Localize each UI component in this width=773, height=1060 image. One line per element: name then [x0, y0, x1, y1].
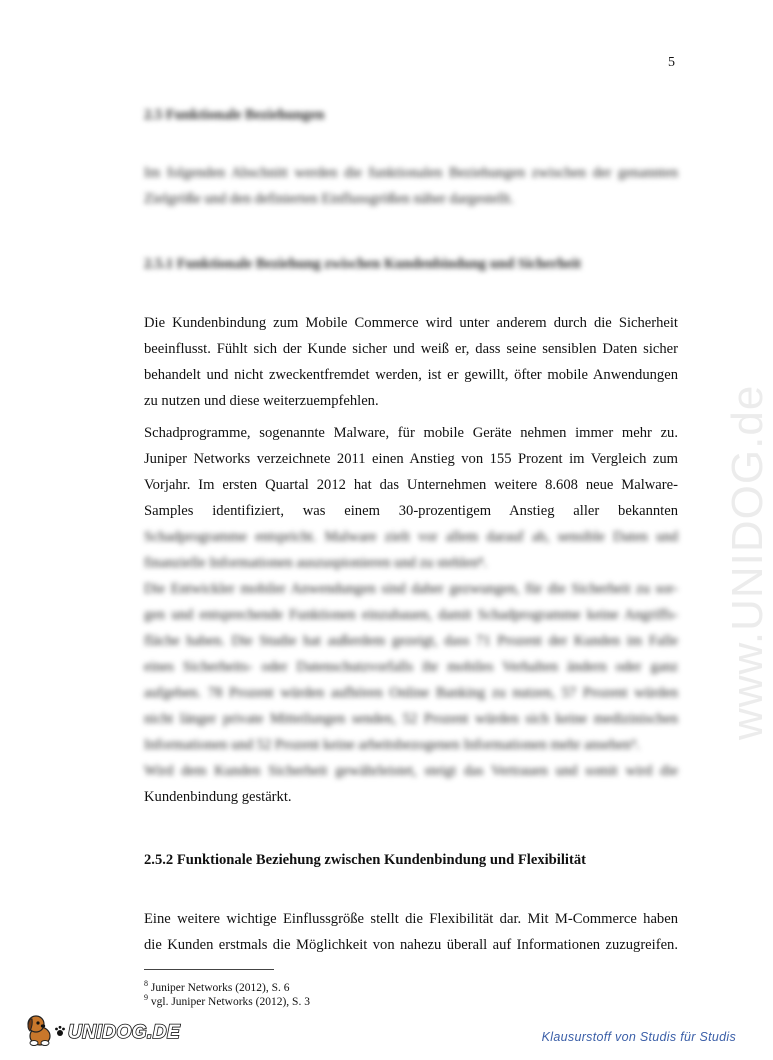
footnote-mark: 9	[144, 993, 148, 1002]
dog-icon	[24, 1013, 54, 1052]
footnote-9	[144, 991, 310, 1009]
blurred-text-line: gen und entsprechende Funktionen einzubauen, damit Schadprogramme keine Angriffs-	[144, 607, 678, 623]
blurred-text-line: Schadprogramme entspricht. Malware zielt vor allem darauf ab, sensible Daten und	[144, 529, 678, 545]
section-heading: 2.5 Funktionale Beziehungen	[144, 107, 325, 123]
blurred-text-line: eines Sicherheits- oder Datenschutzvorfalls ihr mobiles Verhalten ändern oder ganz	[144, 659, 678, 675]
paragraph-malware	[144, 420, 678, 576]
text-line: Vorjahr. Im ersten Quartal 2012 hat das Unternehmen weitere 8.608 neue Malware-	[144, 477, 678, 493]
text-line: Eine weitere wichtige Einflussgröße stellt die Flexibilität dar. Mit M-Commerce haben	[144, 911, 678, 927]
subsection-heading-flexibility: 2.5.2 Funktionale Beziehung zwischen Kundenbindung und Flexibilität	[144, 852, 586, 868]
intro-paragraph	[144, 160, 678, 212]
text-line: behandelt und nicht zweckentfremdet werden, ist er gewillt, öfter mobile Anwendungen	[144, 367, 678, 383]
blurred-text-line: fläche haben. Die Studie hat außerdem gezeigt, dass 71 Prozent der Kunden im Falle	[144, 633, 678, 649]
text-line: Samples identifiziert, was einem 30-prozentigem Anstieg aller bekannten	[144, 503, 678, 519]
text-line: beeinflusst. Fühlt sich der Kunde sicher und weiß er, dass seine sensiblen Daten sicher	[144, 341, 678, 357]
blurred-text-line: aufgeben. 78 Prozent würden aufhören Online Banking zu nutzen, 57 Prozent würden	[144, 685, 678, 701]
watermark: www.UNIDOG.de	[723, 384, 772, 740]
paragraph-flexibility	[144, 906, 678, 958]
text-line: zu nutzen und diese weiterzuempfehlen.	[144, 393, 379, 409]
subsection-heading-security: 2.5.1 Funktionale Beziehung zwischen Kundenbindung und Sicherheit	[144, 256, 582, 272]
blurred-text-line: nicht länger private Mitteilungen senden, 52 Prozent würden sich keine medizinischen	[144, 711, 678, 727]
blurred-text-line: finanzielle Informationen auszuspionieren und zu stehlen⁸.	[144, 555, 488, 571]
text-line: Schadprogramme, sogenannte Malware, für mobile Geräte nehmen immer mehr zu.	[144, 425, 678, 441]
text-line: Kundenbindung gestärkt.	[144, 789, 292, 805]
footnote-text: vgl. Juniper Networks (2012), S. 3	[150, 995, 310, 1008]
footnote-separator	[144, 969, 274, 970]
unidog-logo	[24, 1013, 180, 1052]
footnote-mark: 8	[144, 979, 148, 988]
slogan: Klausurstoff von Studis für Studis	[541, 1030, 736, 1044]
text-line: Im folgenden Abschnitt werden die funktionalen Beziehungen zwischen der genannten	[144, 165, 678, 181]
footnote-text: Juniper Networks (2012), S. 6	[150, 981, 290, 994]
text-line: die Kunden erstmals die Möglichkeit von nahezu überall auf Informationen zuzugreifen.	[144, 937, 678, 953]
logo-text: UNIDOG.DE	[68, 1021, 181, 1043]
text-line: Juniper Networks verzeichnete 2011 einen Anstieg von 155 Prozent im Vergleich zum	[144, 451, 678, 467]
blurred-text-line: Wird dem Kunden Sicherheit gewährleistet, steigt das Vertrauen und somit wird die	[144, 763, 678, 779]
text-line: Zielgröße und den definierten Einflussgrößen näher dargestellt.	[144, 191, 514, 207]
paw-icon	[54, 1024, 66, 1042]
blurred-text-line: Die Entwickler mobiler Anwendungen sind daher gezwungen, für die Sicherheit zu sor-	[144, 581, 678, 597]
blurred-text-line: Informationen und 52 Prozent keine arbeitsbezogenen Informationen mehr ansehen⁹.	[144, 737, 640, 753]
page-number: 5	[668, 55, 675, 70]
text-line: Die Kundenbindung zum Mobile Commerce wird unter anderem durch die Sicherheit	[144, 315, 678, 331]
paragraph-developers	[144, 576, 678, 810]
paragraph-security-1	[144, 310, 678, 414]
